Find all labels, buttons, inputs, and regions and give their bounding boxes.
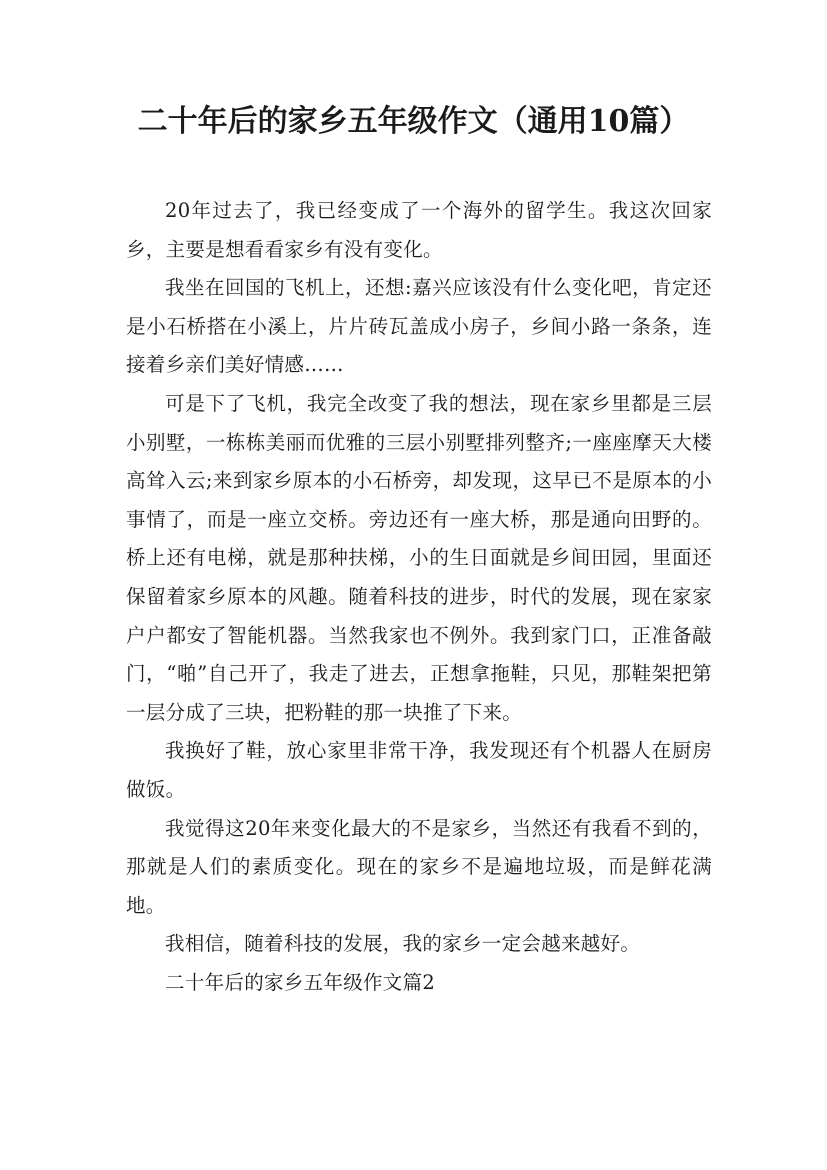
paragraph: 我觉得这20年来变化最大的不是家乡，当然还有我看不到的，那就是人们的素质变化。现在的家乡不是遍地垃圾，而是鲜花满地。 <box>126 816 712 917</box>
paragraph: 可是下了飞机，我完全改变了我的想法，现在家乡里都是三层小别墅，一栋栋美丽而优雅的三层小别墅排列整齐;一座座摩天大楼高耸入云;来到家乡原本的小石桥旁，却发现，这早已不是原本的小事情了，而是一座立交桥。旁边还有一座大桥，那是通向田野的。桥上还有电梯，就是那种扶梯，小的生日面就是乡间田园，里面还保留着家乡原本的风趣。随着科技的进步，时代的发展，现在家家户户都安了智能机器。当然我家也不例外。我到家门口，正准备敲门，“啪”自己开了，我走了进去，正想拿拖鞋，只见，那鞋架把第一层分成了三块，把粉鞋的那一块推了下来。 <box>126 391 712 724</box>
section-heading: 二十年后的家乡五年级作文篇2 <box>165 970 436 994</box>
paragraph: 20年过去了，我已经变成了一个海外的留学生。我这次回家乡，主要是想看看家乡有没有变化。 <box>126 199 712 261</box>
paragraph: 我坐在回国的飞机上，还想:嘉兴应该没有什么变化吧，肯定还是小石桥搭在小溪上，片片砖瓦盖成小房子，乡间小路一条条，连接着乡亲们美好情感…… <box>126 276 712 377</box>
document-body <box>126 192 712 1002</box>
paragraph: 我换好了鞋，放心家里非常干净，我发现还有个机器人在厨房做饭。 <box>126 739 712 801</box>
document-title: 二十年后的家乡五年级作文（通用10篇） <box>137 104 690 139</box>
paragraph: 我相信，随着科技的发展，我的家乡一定会越来越好。 <box>165 932 641 956</box>
